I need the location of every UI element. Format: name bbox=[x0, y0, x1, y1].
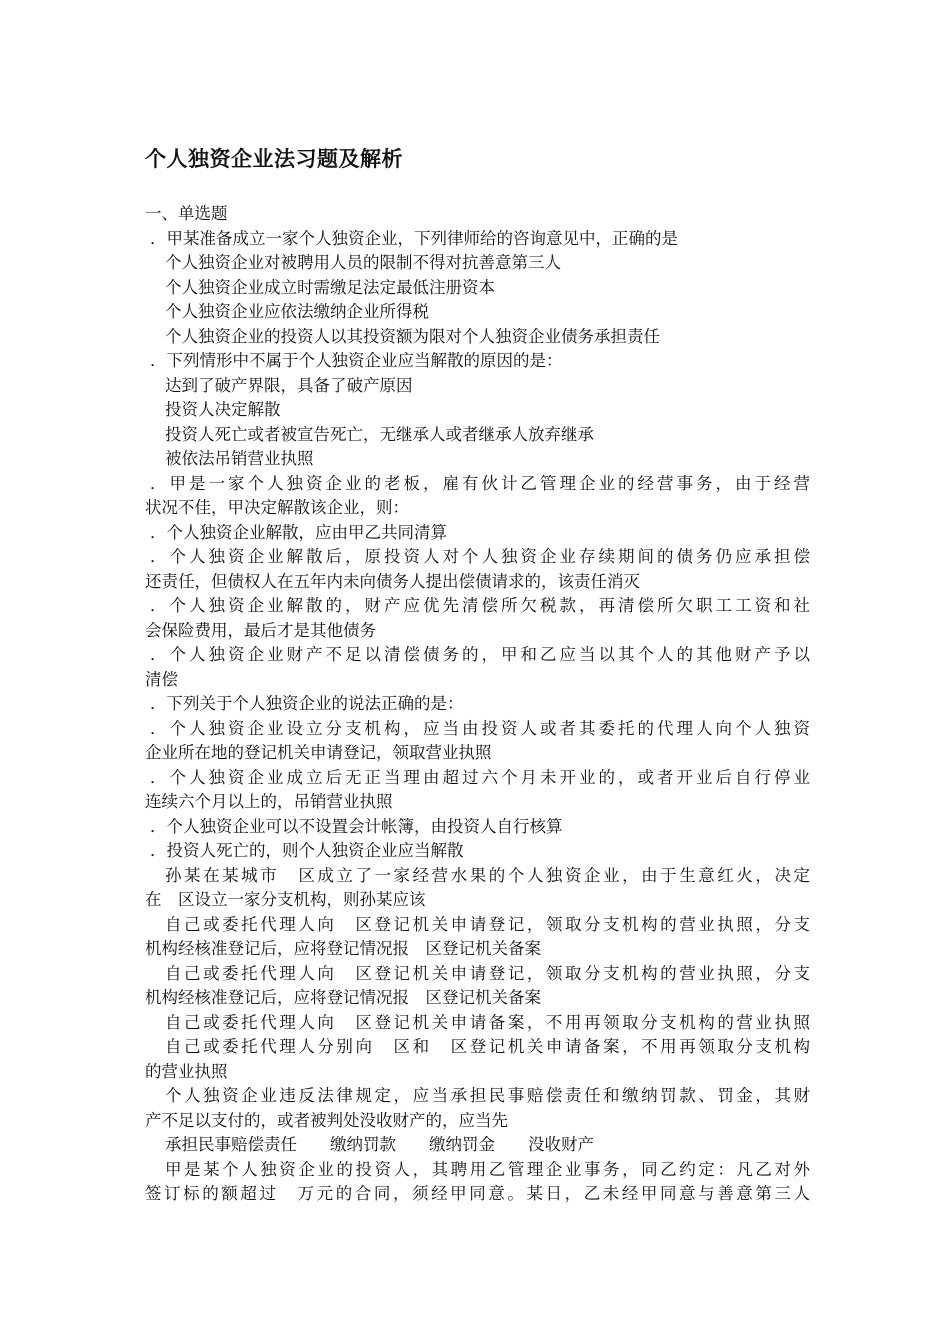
question-3-option-b-line-2: 还责任，但债权人在五年内未向债务人提出偿债请求的，该责任消灭 bbox=[145, 571, 640, 591]
question-1-option-a: 个人独资企业对被聘用人员的限制不得对抗善意第三人 bbox=[165, 253, 561, 272]
question-1-stem: ．甲某准备成立一家个人独资企业，下列律师给的咨询意见中，正确的是 bbox=[150, 228, 678, 248]
question-3-stem-line-1: ．甲是一家个人独资企业的老板，雇有伙计乙管理企业的经营事务，由于经营 bbox=[150, 473, 810, 493]
question-4-option-a-line-2: 企业所在地的登记机关申请登记，领取营业执照 bbox=[145, 743, 492, 762]
question-3-option-c-line-1: ．个人独资企业解散的，财产应优先清偿所欠税款，再清偿所欠职工工资和社 bbox=[150, 596, 810, 615]
question-2-option-a: 达到了破产界限，具备了破产原因 bbox=[165, 375, 413, 395]
question-5-option-c: 自己或委托代理人向 区登记机关申请备案，不用再领取分支机构的营业执照 bbox=[165, 1012, 810, 1032]
question-1-option-d: 个人独资企业的投资人以其投资额为限对个人独资企业债务承担责任 bbox=[165, 326, 660, 346]
document-title: 个人独资企业法习题及解析 bbox=[145, 147, 403, 171]
question-6-stem-line-1: 个人独资企业违反法律规定，应当承担民事赔偿责任和缴纳罚款、罚金，其财 bbox=[165, 1086, 810, 1105]
question-6-stem-line-2: 产不足以支付的，或者被判处没收财产的，应当先 bbox=[145, 1110, 508, 1130]
question-5-option-a-line-1: 自己或委托代理人向 区登记机关申请登记，领取分支机构的营业执照，分支 bbox=[165, 914, 810, 934]
question-1-option-c: 个人独资企业应依法缴纳企业所得税 bbox=[165, 302, 429, 321]
question-3-option-c-line-2: 会保险费用，最后才是其他债务 bbox=[145, 620, 376, 640]
document-body bbox=[145, 202, 810, 1207]
question-4-stem: ．下列关于个人独资企业的说法正确的是： bbox=[150, 694, 464, 713]
question-3-option-d-line-1: ．个人独资企业财产不足以清偿债务的，甲和乙应当以其个人的其他财产予以 bbox=[150, 645, 810, 664]
question-2-option-b: 投资人决定解散 bbox=[165, 400, 281, 419]
question-4-option-b-line-2: 连续六个月以上的，吊销营业执照 bbox=[145, 792, 393, 811]
question-7-stem-line-1: 甲是某个人独资企业的投资人，其聘用乙管理企业事务，同乙约定：凡乙对外 bbox=[165, 1159, 810, 1179]
question-3-option-d-line-2: 清偿 bbox=[145, 669, 178, 689]
question-4-option-d: ．投资人死亡的，则个人独资企业应当解散 bbox=[150, 841, 464, 860]
question-3-stem-line-2: 状况不佳，甲决定解散该企业，则： bbox=[145, 498, 409, 517]
question-6-options: 承担民事赔偿责任 缴纳罚款 缴纳罚金 没收财产 bbox=[165, 1135, 594, 1154]
question-5-stem-line-1: 孙某在某城市 区成立了一家经营水果的个人独资企业，由于生意红火，决定 bbox=[165, 865, 810, 885]
question-7-stem-line-2: 签订标的额超过 万元的合同，须经甲同意。某日，乙未经甲同意与善意第三人 bbox=[145, 1184, 810, 1203]
question-2-option-c: 投资人死亡或者被宣告死亡，无继承人或者继承人放弃继承 bbox=[165, 424, 594, 444]
question-4-option-c: ．个人独资企业可以不设置会计帐簿，由投资人自行核算 bbox=[150, 816, 563, 836]
question-5-stem-line-2: 在 区设立一家分支机构，则孙某应该 bbox=[145, 890, 426, 909]
question-2-option-d: 被依法吊销营业执照 bbox=[165, 449, 314, 468]
question-5-option-d-line-2: 的营业执照 bbox=[145, 1061, 228, 1081]
question-5-option-a-line-2: 机构经核准登记后，应将登记情况报 区登记机关备案 bbox=[145, 939, 541, 958]
question-4-option-a-line-1: ．个人独资企业设立分支机构，应当由投资人或者其委托的代理人向个人独资 bbox=[150, 718, 810, 738]
question-5-option-b-line-2: 机构经核准登记后，应将登记情况报 区登记机关备案 bbox=[145, 988, 541, 1007]
question-5-option-d-line-1: 自己或委托代理人分别向 区和 区登记机关申请备案，不用再领取分支机构 bbox=[165, 1037, 810, 1056]
question-1-option-b: 个人独资企业成立时需缴足法定最低注册资本 bbox=[165, 277, 495, 297]
question-3-option-a: ．个人独资企业解散，应由甲乙共同清算 bbox=[150, 522, 447, 542]
question-4-option-b-line-1: ．个人独资企业成立后无正当理由超过六个月未开业的，或者开业后自行停业 bbox=[150, 767, 810, 787]
question-2-stem: ．下列情形中不属于个人独资企业应当解散的原因的是： bbox=[150, 351, 563, 370]
question-3-option-b-line-1: ．个人独资企业解散后，原投资人对个人独资企业存续期间的债务仍应承担偿 bbox=[150, 547, 810, 566]
question-5-option-b-line-1: 自己或委托代理人向 区登记机关申请登记，领取分支机构的营业执照，分支 bbox=[165, 963, 810, 983]
section-heading: 一、单选题 bbox=[145, 204, 228, 223]
